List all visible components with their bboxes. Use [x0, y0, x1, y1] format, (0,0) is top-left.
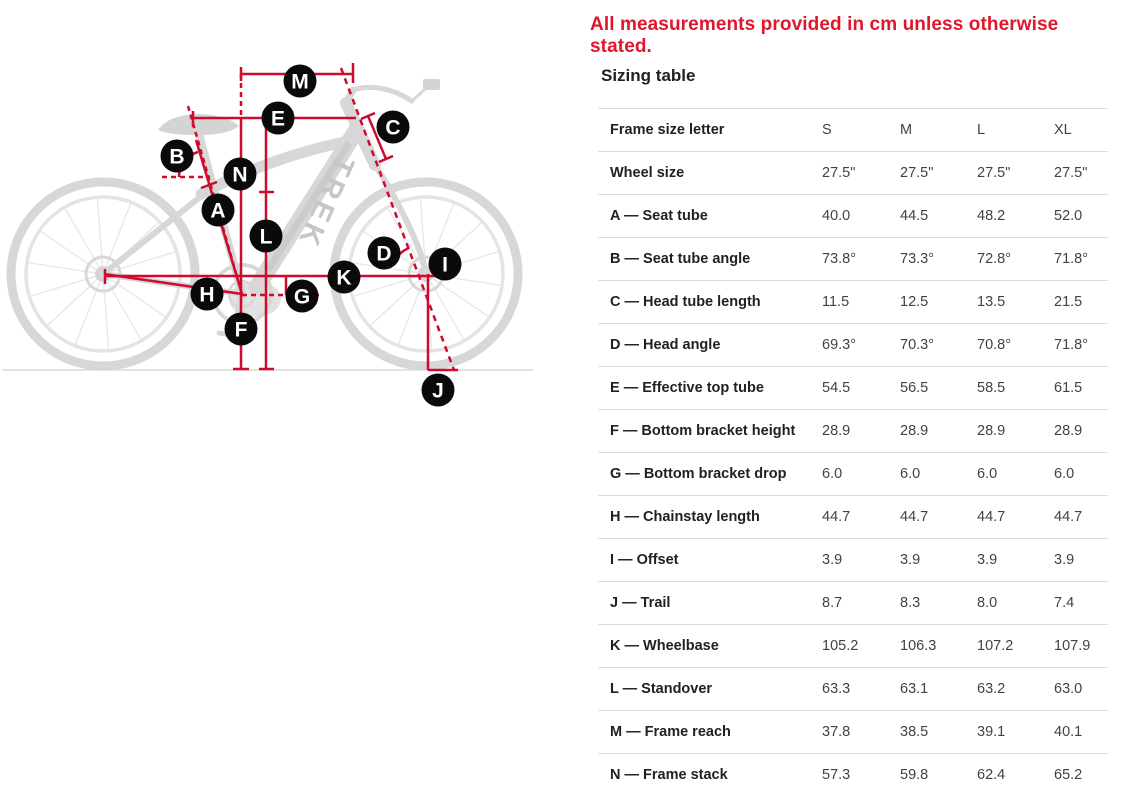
row-value: 40.1: [1054, 724, 1083, 740]
row-value: 57.3: [822, 767, 851, 784]
row-value: 73.3°: [900, 251, 935, 267]
row-value: 6.0: [900, 466, 921, 482]
row-value: 59.8: [900, 767, 929, 784]
row-label: C — Head tube length: [610, 294, 761, 310]
row-label: I — Offset: [610, 552, 679, 568]
row-value: 105.2: [822, 638, 859, 654]
row-label: B — Seat tube angle: [610, 251, 751, 267]
row-value: 62.4: [977, 767, 1006, 784]
row-label: L — Standover: [610, 681, 713, 697]
table-row: [598, 453, 1108, 496]
row-value: 21.5: [1054, 294, 1083, 310]
row-value: 6.0: [1054, 466, 1075, 482]
table-row: [598, 410, 1108, 453]
brand-logo: TREK: [290, 150, 360, 255]
row-value: 12.5: [900, 294, 929, 310]
row-label: G — Bottom bracket drop: [610, 466, 787, 482]
table-row: [598, 754, 1108, 797]
geometry-label-i: [429, 248, 462, 281]
row-value: 44.7: [1054, 509, 1083, 525]
label-letter: C: [385, 116, 401, 140]
row-label: K — Wheelbase: [610, 638, 719, 654]
label-letter: F: [234, 318, 248, 342]
label-letter: D: [376, 242, 392, 266]
label-letter: I: [442, 253, 448, 277]
table-row: [598, 625, 1108, 668]
geometry-label-d: [368, 237, 401, 270]
row-value: 27.5": [977, 165, 1011, 181]
row-value: 56.5: [900, 380, 929, 396]
label-letter: M: [291, 70, 309, 94]
row-value: 3.9: [900, 552, 921, 568]
row-value: 6.0: [822, 466, 843, 482]
label-letter: H: [199, 283, 215, 307]
label-letter: B: [169, 145, 185, 169]
display: [423, 79, 440, 90]
row-value: 37.8: [822, 724, 851, 740]
row-value: 7.4: [1054, 595, 1075, 611]
sizing-table: [598, 108, 1108, 797]
label-letter: A: [210, 199, 226, 223]
row-value: 106.3: [900, 638, 937, 654]
row-label: D — Head angle: [610, 337, 721, 353]
geometry-label-f: [225, 313, 258, 346]
geometry-label-g: [286, 280, 319, 313]
label-letter: K: [336, 266, 352, 290]
row-value: 28.9: [977, 423, 1006, 439]
handlebar: [353, 87, 412, 101]
row-value: 70.8°: [977, 337, 1012, 353]
row-value: 11.5: [822, 294, 850, 310]
label-letter: N: [232, 163, 248, 187]
row-value: 8.7: [822, 595, 843, 611]
row-value: M: [900, 122, 913, 138]
row-label: Wheel size: [610, 165, 685, 181]
row-value: L: [977, 122, 986, 138]
row-value: 13.5: [977, 294, 1006, 310]
table-row: [598, 711, 1108, 754]
row-value: 44.7: [900, 509, 929, 525]
row-value: 71.8°: [1054, 337, 1089, 353]
row-label: M — Frame reach: [610, 724, 731, 740]
geometry-label-h: [191, 278, 224, 311]
label-letter: G: [293, 285, 311, 309]
row-value: 3.9: [977, 552, 998, 568]
row-value: 71.8°: [1054, 251, 1089, 267]
row-value: 58.5: [977, 380, 1006, 396]
table-row: [598, 367, 1108, 410]
table-row: [598, 195, 1108, 238]
sizing-table-title: Sizing table: [601, 66, 696, 85]
geometry-label-a: [202, 194, 235, 227]
geometry-label-k: [328, 261, 361, 294]
row-value: 65.2: [1054, 767, 1083, 784]
row-value: 39.1: [977, 724, 1006, 740]
row-value: 107.9: [1054, 638, 1091, 654]
table-row: [598, 281, 1108, 324]
row-value: 63.3: [822, 681, 851, 697]
row-value: 63.1: [900, 681, 929, 697]
row-label: F — Bottom bracket height: [610, 423, 796, 439]
row-value: 6.0: [977, 466, 998, 482]
row-value: 38.5: [900, 724, 929, 740]
row-value: S: [822, 122, 832, 138]
label-letter: L: [259, 225, 273, 249]
row-value: 52.0: [1054, 208, 1083, 224]
row-value: 69.3°: [822, 337, 857, 353]
row-label: H — Chainstay length: [610, 509, 760, 525]
row-label: Frame size letter: [610, 122, 725, 138]
bike-geometry-diagram: [0, 0, 560, 412]
row-label: J — Trail: [610, 595, 671, 611]
row-value: 8.0: [977, 595, 998, 611]
row-value: 40.0: [822, 208, 851, 224]
row-value: 44.5: [900, 208, 929, 224]
row-value: 44.7: [977, 509, 1006, 525]
row-value: 61.5: [1054, 380, 1083, 396]
table-row: [598, 582, 1108, 625]
table-row: [598, 496, 1108, 539]
geometry-label-b: [161, 140, 194, 173]
row-label: E — Effective top tube: [610, 380, 764, 396]
row-label: N — Frame stack: [610, 767, 728, 784]
row-value: 63.2: [977, 681, 1006, 697]
geometry-label-m: [284, 65, 317, 98]
table-row: [598, 539, 1108, 582]
display-mount: [412, 90, 424, 101]
geometry-label-c: [377, 111, 410, 144]
geometry-label-e: [262, 102, 295, 135]
row-value: 107.2: [977, 638, 1014, 654]
row-value: 28.9: [900, 423, 929, 439]
label-letter: J: [432, 379, 444, 403]
row-value: 48.2: [977, 208, 1006, 224]
row-value: 44.7: [822, 509, 851, 525]
row-value: 3.9: [822, 552, 843, 568]
row-label: A — Seat tube: [610, 208, 708, 224]
row-value: 27.5": [1054, 165, 1088, 181]
label-letter: E: [270, 107, 286, 131]
row-value: 72.8°: [977, 251, 1012, 267]
geometry-label-n: [224, 158, 257, 191]
row-value: 63.0: [1054, 681, 1083, 697]
table-row: [598, 152, 1108, 195]
geometry-label-j: [422, 374, 455, 407]
measurements-note: All measurements provided in cm unless otherwise stated.: [590, 14, 1059, 57]
row-value: 27.5": [900, 165, 934, 181]
table-row: [598, 109, 1108, 152]
row-value: 28.9: [822, 423, 851, 439]
row-value: 54.5: [822, 380, 851, 396]
geometry-label-l: [250, 220, 283, 253]
table-row: [598, 668, 1108, 711]
row-value: 3.9: [1054, 552, 1075, 568]
row-value: 27.5": [822, 165, 856, 181]
table-row: [598, 238, 1108, 281]
table-row: [598, 324, 1108, 367]
row-value: 70.3°: [900, 337, 935, 353]
row-value: 8.3: [900, 595, 921, 611]
row-value: 73.8°: [822, 251, 857, 267]
row-value: XL: [1054, 122, 1072, 138]
row-value: 28.9: [1054, 423, 1083, 439]
